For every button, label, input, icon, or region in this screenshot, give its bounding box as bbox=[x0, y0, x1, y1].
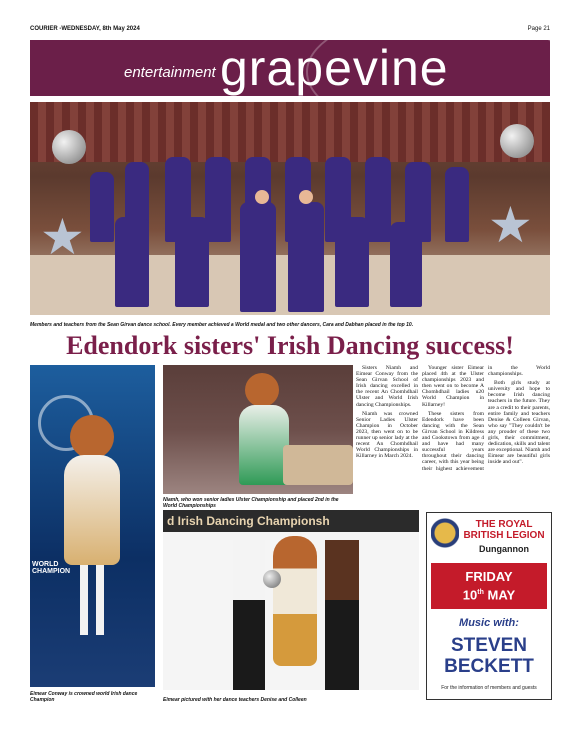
world-champion-sign: WORLD CHAMPION bbox=[32, 561, 71, 575]
advert-location: Dungannon bbox=[479, 544, 529, 554]
dancer bbox=[273, 536, 317, 666]
teacher-head bbox=[299, 190, 313, 204]
eimear-photo bbox=[30, 365, 155, 687]
legion-advert bbox=[426, 512, 552, 700]
teacher bbox=[288, 202, 324, 312]
star-balloon: ★ bbox=[488, 197, 533, 253]
dance-dress bbox=[64, 455, 120, 565]
page-number: Page 21 bbox=[527, 26, 550, 32]
niamh-photo bbox=[163, 365, 353, 494]
stage-curtain bbox=[30, 102, 550, 162]
balloon bbox=[500, 124, 534, 158]
article-body bbox=[356, 365, 550, 505]
advert-footnote: For the information of members and guests bbox=[441, 685, 537, 691]
legion-crest-icon bbox=[431, 517, 459, 557]
dancer bbox=[445, 167, 469, 242]
dancer-leg bbox=[80, 565, 88, 635]
eimear-teachers-photo bbox=[163, 510, 419, 690]
dancer-leg bbox=[96, 565, 104, 635]
advert-day: FRIDAY bbox=[465, 569, 513, 584]
dancer bbox=[115, 217, 149, 307]
trophy-globe bbox=[263, 570, 281, 588]
advert-date-line bbox=[431, 585, 547, 603]
teacher bbox=[240, 202, 276, 312]
banner-grapevine: grapevine bbox=[220, 40, 449, 96]
section-banner bbox=[30, 40, 550, 96]
teacher-head bbox=[255, 190, 269, 204]
article-paragraph: These sisters from Edendork have been dancing with the Sean Girvan School in Kildress and Cookstown from age 4 and have had many successful years throughout their dancing career, with this year being their highest achievement in the World championships. bbox=[422, 365, 550, 472]
advert-organisation: THE ROYAL BRITISH LEGION bbox=[463, 519, 545, 541]
group-photo bbox=[30, 102, 550, 315]
main-photo-caption: Members and teachers from the Sean Girvan dance school. Every member achieved a World medal and two other dancers, Cara and Dabhan placed in the top 10. bbox=[30, 322, 414, 328]
article-paragraph: Sisters Niamh and Eimear Conway from the Sean Girvan School of Irish dancing excelled in the recent An Chomhdhail Ulster and World Irish dancing Championships. bbox=[356, 365, 418, 408]
teacher-right bbox=[325, 540, 359, 690]
dancer bbox=[390, 222, 422, 307]
dancer bbox=[335, 217, 369, 307]
advert-month: MAY bbox=[487, 587, 516, 603]
dancer bbox=[175, 217, 209, 307]
mid-top-caption: Niamh, who won senior ladies Ulster Championship and placed 2nd in the World Championships bbox=[163, 497, 339, 509]
championship-banner: d Irish Dancing Championsh bbox=[163, 510, 419, 532]
advert-artist: STEVEN BECKETT bbox=[444, 635, 534, 677]
dancer-hair bbox=[245, 373, 279, 407]
advert-date-num: 10 bbox=[462, 587, 478, 603]
page-header bbox=[30, 26, 550, 38]
teacher-left bbox=[233, 540, 265, 690]
mid-bottom-caption: Eimear pictured with her dance teachers Denise and Colleen bbox=[163, 697, 307, 703]
dancer bbox=[90, 172, 114, 242]
publication-date: COURIER -WEDNESDAY, 8th May 2024 bbox=[30, 26, 140, 32]
banner-entertainment: entertainment bbox=[124, 64, 216, 81]
advert-music-label: Music with: bbox=[459, 617, 519, 629]
table bbox=[283, 445, 353, 485]
green-dress bbox=[239, 405, 289, 485]
advert-date-sup: th bbox=[477, 589, 484, 596]
star-balloon: ★ bbox=[40, 209, 85, 265]
article-headline: Edendork sisters' Irish Dancing success! bbox=[66, 331, 514, 360]
balloon bbox=[52, 130, 86, 164]
advert-date bbox=[431, 563, 547, 609]
article-paragraph: Younger sister Eimear placed 4th at the Ulster championships 2023 and then went on to become A Chomhdhail ladies u20 World Champion in Killarney! bbox=[422, 365, 484, 408]
left-photo-caption: Eimear Conway is crowned world Irish dance Champion bbox=[30, 691, 138, 703]
article-paragraph: Both girls study at university and hope to become Irish dancing teachers in the future. They are a credit to their parents, entire family and teachers Denise & Colleen Girvan, who say "They couldn't be any prouder of these two girls, their commitment, dedication, skills and talent are exceptional. Niamh and Eimear are beautiful girls inside and out". bbox=[488, 380, 550, 466]
article-paragraph: Niamh was crowned Senior Ladies Ulster Champion in October 2023, then went on to be runner up senior lady at the recent An Chomhdhail World Championships in Killarney in March 2024. bbox=[356, 410, 418, 460]
dancer-hair bbox=[70, 415, 114, 459]
